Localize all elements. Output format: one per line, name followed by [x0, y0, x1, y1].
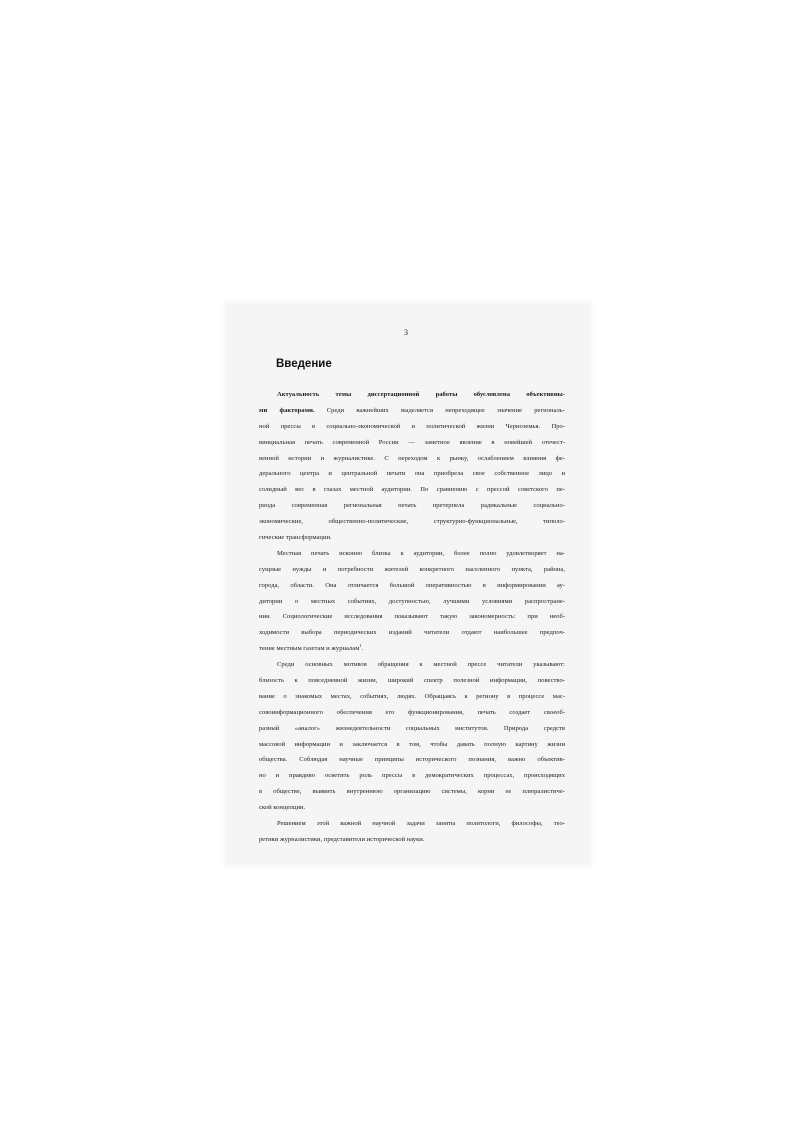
text-line: совоинформационного обеспечения его функционирования, печать создает своеоб- [259, 708, 565, 716]
line-text: Среди важнейших выделяется непреходящее значение региональ- [314, 406, 565, 414]
bold-lead: Актуальность темы диссертационной работы обусловлена объективны- [277, 391, 565, 398]
text-line: в обществе, выявить внутреннюю организацию системы, корни ее плюралистиче- [259, 788, 565, 796]
line-text: тение местным газетам и журналам [259, 645, 360, 653]
text-line: винциальная печать современной России — заметное явление в новейшей отечест- [259, 438, 565, 446]
body-text [259, 387, 565, 848]
text-line [259, 403, 565, 419]
text-line: города, области. Она отличается большой оперативностью в информировании ау- [259, 581, 565, 589]
text-line: вание о знакомых местах, событиях, людях. Обращаясь к региону в процессе мас- [259, 692, 565, 700]
text-line: солидный вес в глазах местной аудитории. По сравнению с прессой советского пе- [259, 486, 565, 494]
text-line: ходимости выбора периодических изданий читатели отдают наибольшее предпоч- [259, 629, 565, 637]
text-line [259, 387, 565, 403]
text-line: ской концепции. [259, 804, 306, 812]
text-line: сущные нужды и потребности жителей конкретного населенного пункта, района, [259, 565, 565, 573]
text-line [259, 641, 565, 657]
page-number: 3 [404, 328, 408, 337]
text-line: общества. Соблюдая научные принципы исторического познания, важно объектив- [259, 756, 565, 764]
footnote-mark: 1 [359, 643, 362, 649]
text-line: ной прессы в социально-экономической и политической жизни Черноземья. Про- [259, 422, 565, 430]
text-line: но и правдиво осветить роль прессы в демократических процессах, происходящих [259, 772, 565, 780]
text-line: гические трансформации. [259, 534, 332, 542]
bold-lead: ми факторами. [259, 406, 315, 414]
text-line: ретики журналистики, представители исторической науки. [259, 835, 425, 843]
text-line: экономические, общественно-политические, структурно-функциональные, типоло- [259, 518, 565, 526]
text-line: Решением этой важной научной задачи заняты политологи, философы, тео- [277, 820, 565, 828]
section-heading: Введение [276, 358, 332, 370]
line-text: . [361, 645, 364, 653]
text-line: дерального центра и центральной печати она приобрела свое собственное лицо и [259, 470, 565, 478]
text-line: разный «аналог» жизнедеятельности социальных институтов. Природа средств [259, 724, 565, 732]
text-line: Местная печать исконно близка к аудитории, более полно удовлетворяет на- [277, 549, 565, 557]
text-line: ния. Социологические исследования показывают такую закономерность: при необ- [259, 613, 565, 621]
text-line: близость к повседневной жизни, широкий спектр полезной информации, повество- [259, 677, 565, 685]
text-line: Среди основных мотивов обращения к местной прессе читатели указывают: [277, 661, 565, 669]
text-line: массовой информации и заключается в том, чтобы давать полную картину жизни [259, 740, 565, 748]
text-line: венной истории и журналистике. С переходом к рынку, ослаблением влияния фе- [259, 454, 565, 462]
text-line: риода современная региональная печать претерпела радикальные социально- [259, 502, 565, 510]
text-line: дитории о местных событиях, доступностью, лучшими условиями распростране- [259, 597, 565, 605]
